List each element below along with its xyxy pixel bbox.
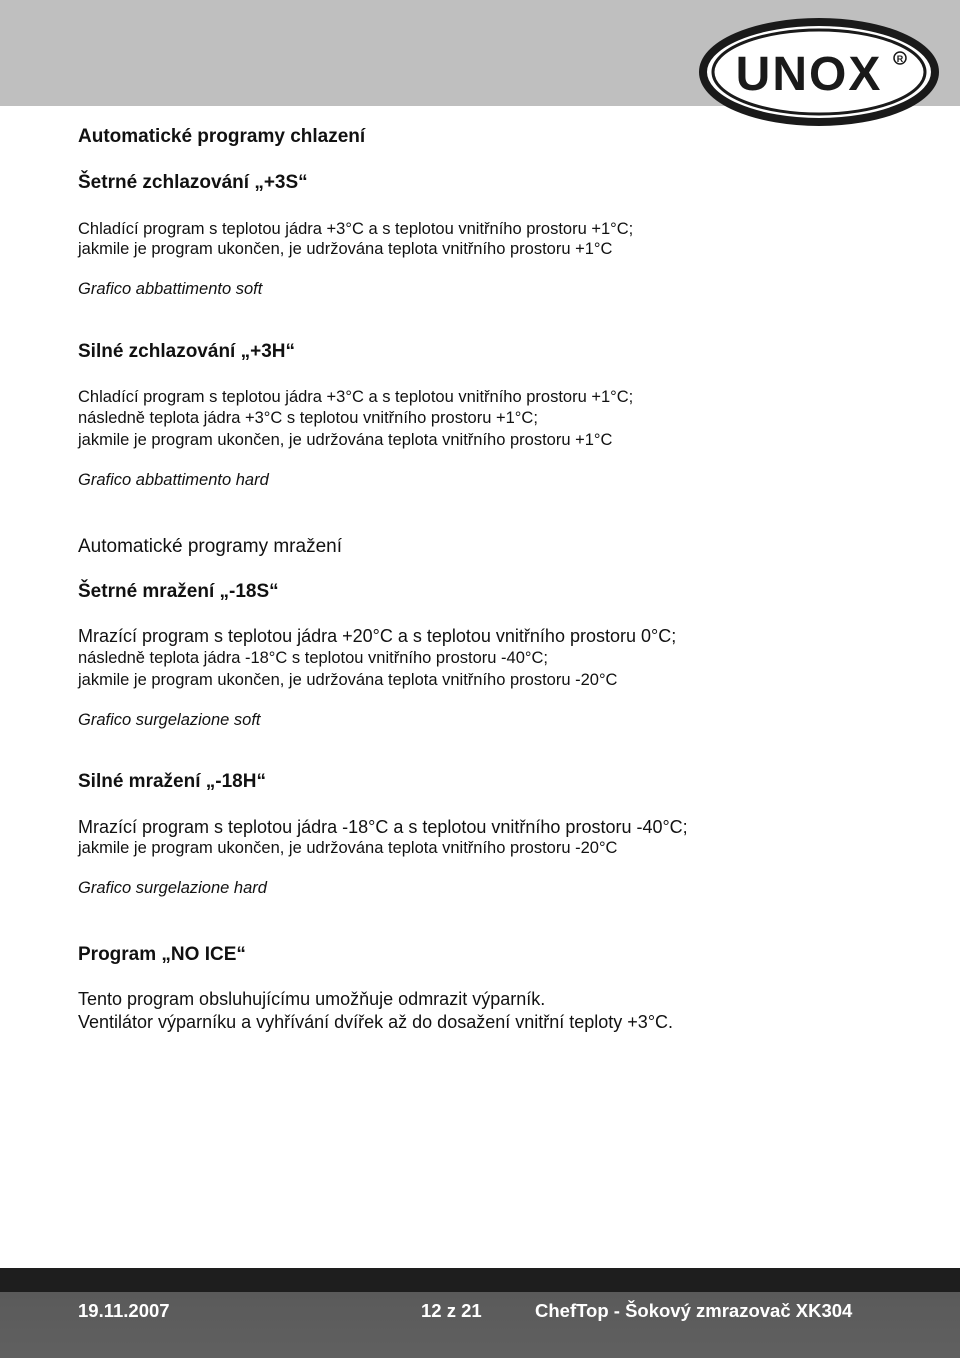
hard-chill-caption: Grafico abbattimento hard bbox=[78, 471, 269, 489]
soft-freeze-line-1: Mrazící program s teplotou jádra +20°C a s teplotou vnitřního prostoru 0°C; bbox=[78, 626, 677, 646]
hard-chill-line-1: Chladící program s teplotou jádra +3°C a s teplotou vnitřního prostoru +1°C; bbox=[78, 388, 634, 406]
soft-chill-heading: Šetrné zchlazování „+3S“ bbox=[78, 172, 308, 193]
chill-programs-title: Automatické programy chlazení bbox=[78, 126, 366, 147]
freeze-programs-title: Automatické programy mražení bbox=[78, 536, 342, 557]
hard-freeze-heading: Silné mražení „-18H“ bbox=[78, 771, 266, 792]
soft-freeze-caption: Grafico surgelazione soft bbox=[78, 711, 261, 729]
hard-freeze-caption: Grafico surgelazione hard bbox=[78, 879, 267, 897]
hard-chill-heading: Silné zchlazování „+3H“ bbox=[78, 341, 295, 362]
footer-page-number: 12 z 21 bbox=[421, 1300, 482, 1321]
footer-date: 19.11.2007 bbox=[78, 1300, 170, 1321]
soft-chill-line-1: Chladící program s teplotou jádra +3°C a s teplotou vnitřního prostoru +1°C; bbox=[78, 220, 634, 238]
no-ice-line-1: Tento program obsluhujícímu umožňuje odmrazit výparník. bbox=[78, 989, 546, 1009]
svg-text:R: R bbox=[896, 54, 904, 64]
no-ice-heading: Program „NO ICE“ bbox=[78, 944, 246, 965]
soft-chill-line-2: jakmile je program ukončen, je udržována teplota vnitřního prostoru +1°C bbox=[78, 240, 613, 258]
unox-logo bbox=[697, 18, 945, 126]
soft-freeze-heading: Šetrné mražení „-18S“ bbox=[78, 581, 279, 602]
hard-freeze-line-1: Mrazící program s teplotou jádra -18°C a s teplotou vnitřního prostoru -40°C; bbox=[78, 817, 688, 837]
hard-chill-line-2: následně teplota jádra +3°C s teplotou vnitřního prostoru +1°C; bbox=[78, 409, 538, 427]
logo-text: UNOX bbox=[735, 48, 883, 101]
soft-chill-caption: Grafico abbattimento soft bbox=[78, 280, 263, 298]
soft-freeze-line-2: následně teplota jádra -18°C s teplotou vnitřního prostoru -40°C; bbox=[78, 649, 548, 667]
hard-chill-line-3: jakmile je program ukončen, je udržována teplota vnitřního prostoru +1°C bbox=[78, 431, 613, 449]
no-ice-line-2: Ventilátor výparníku a vyhřívání dvířek až do dosažení vnitřní teploty +3°C. bbox=[78, 1012, 674, 1032]
hard-freeze-line-2: jakmile je program ukončen, je udržována teplota vnitřního prostoru -20°C bbox=[78, 839, 618, 857]
soft-freeze-line-3: jakmile je program ukončen, je udržována teplota vnitřního prostoru -20°C bbox=[78, 671, 618, 689]
footer-product-title: ChefTop - Šokový zmrazovač XK304 bbox=[535, 1300, 853, 1321]
